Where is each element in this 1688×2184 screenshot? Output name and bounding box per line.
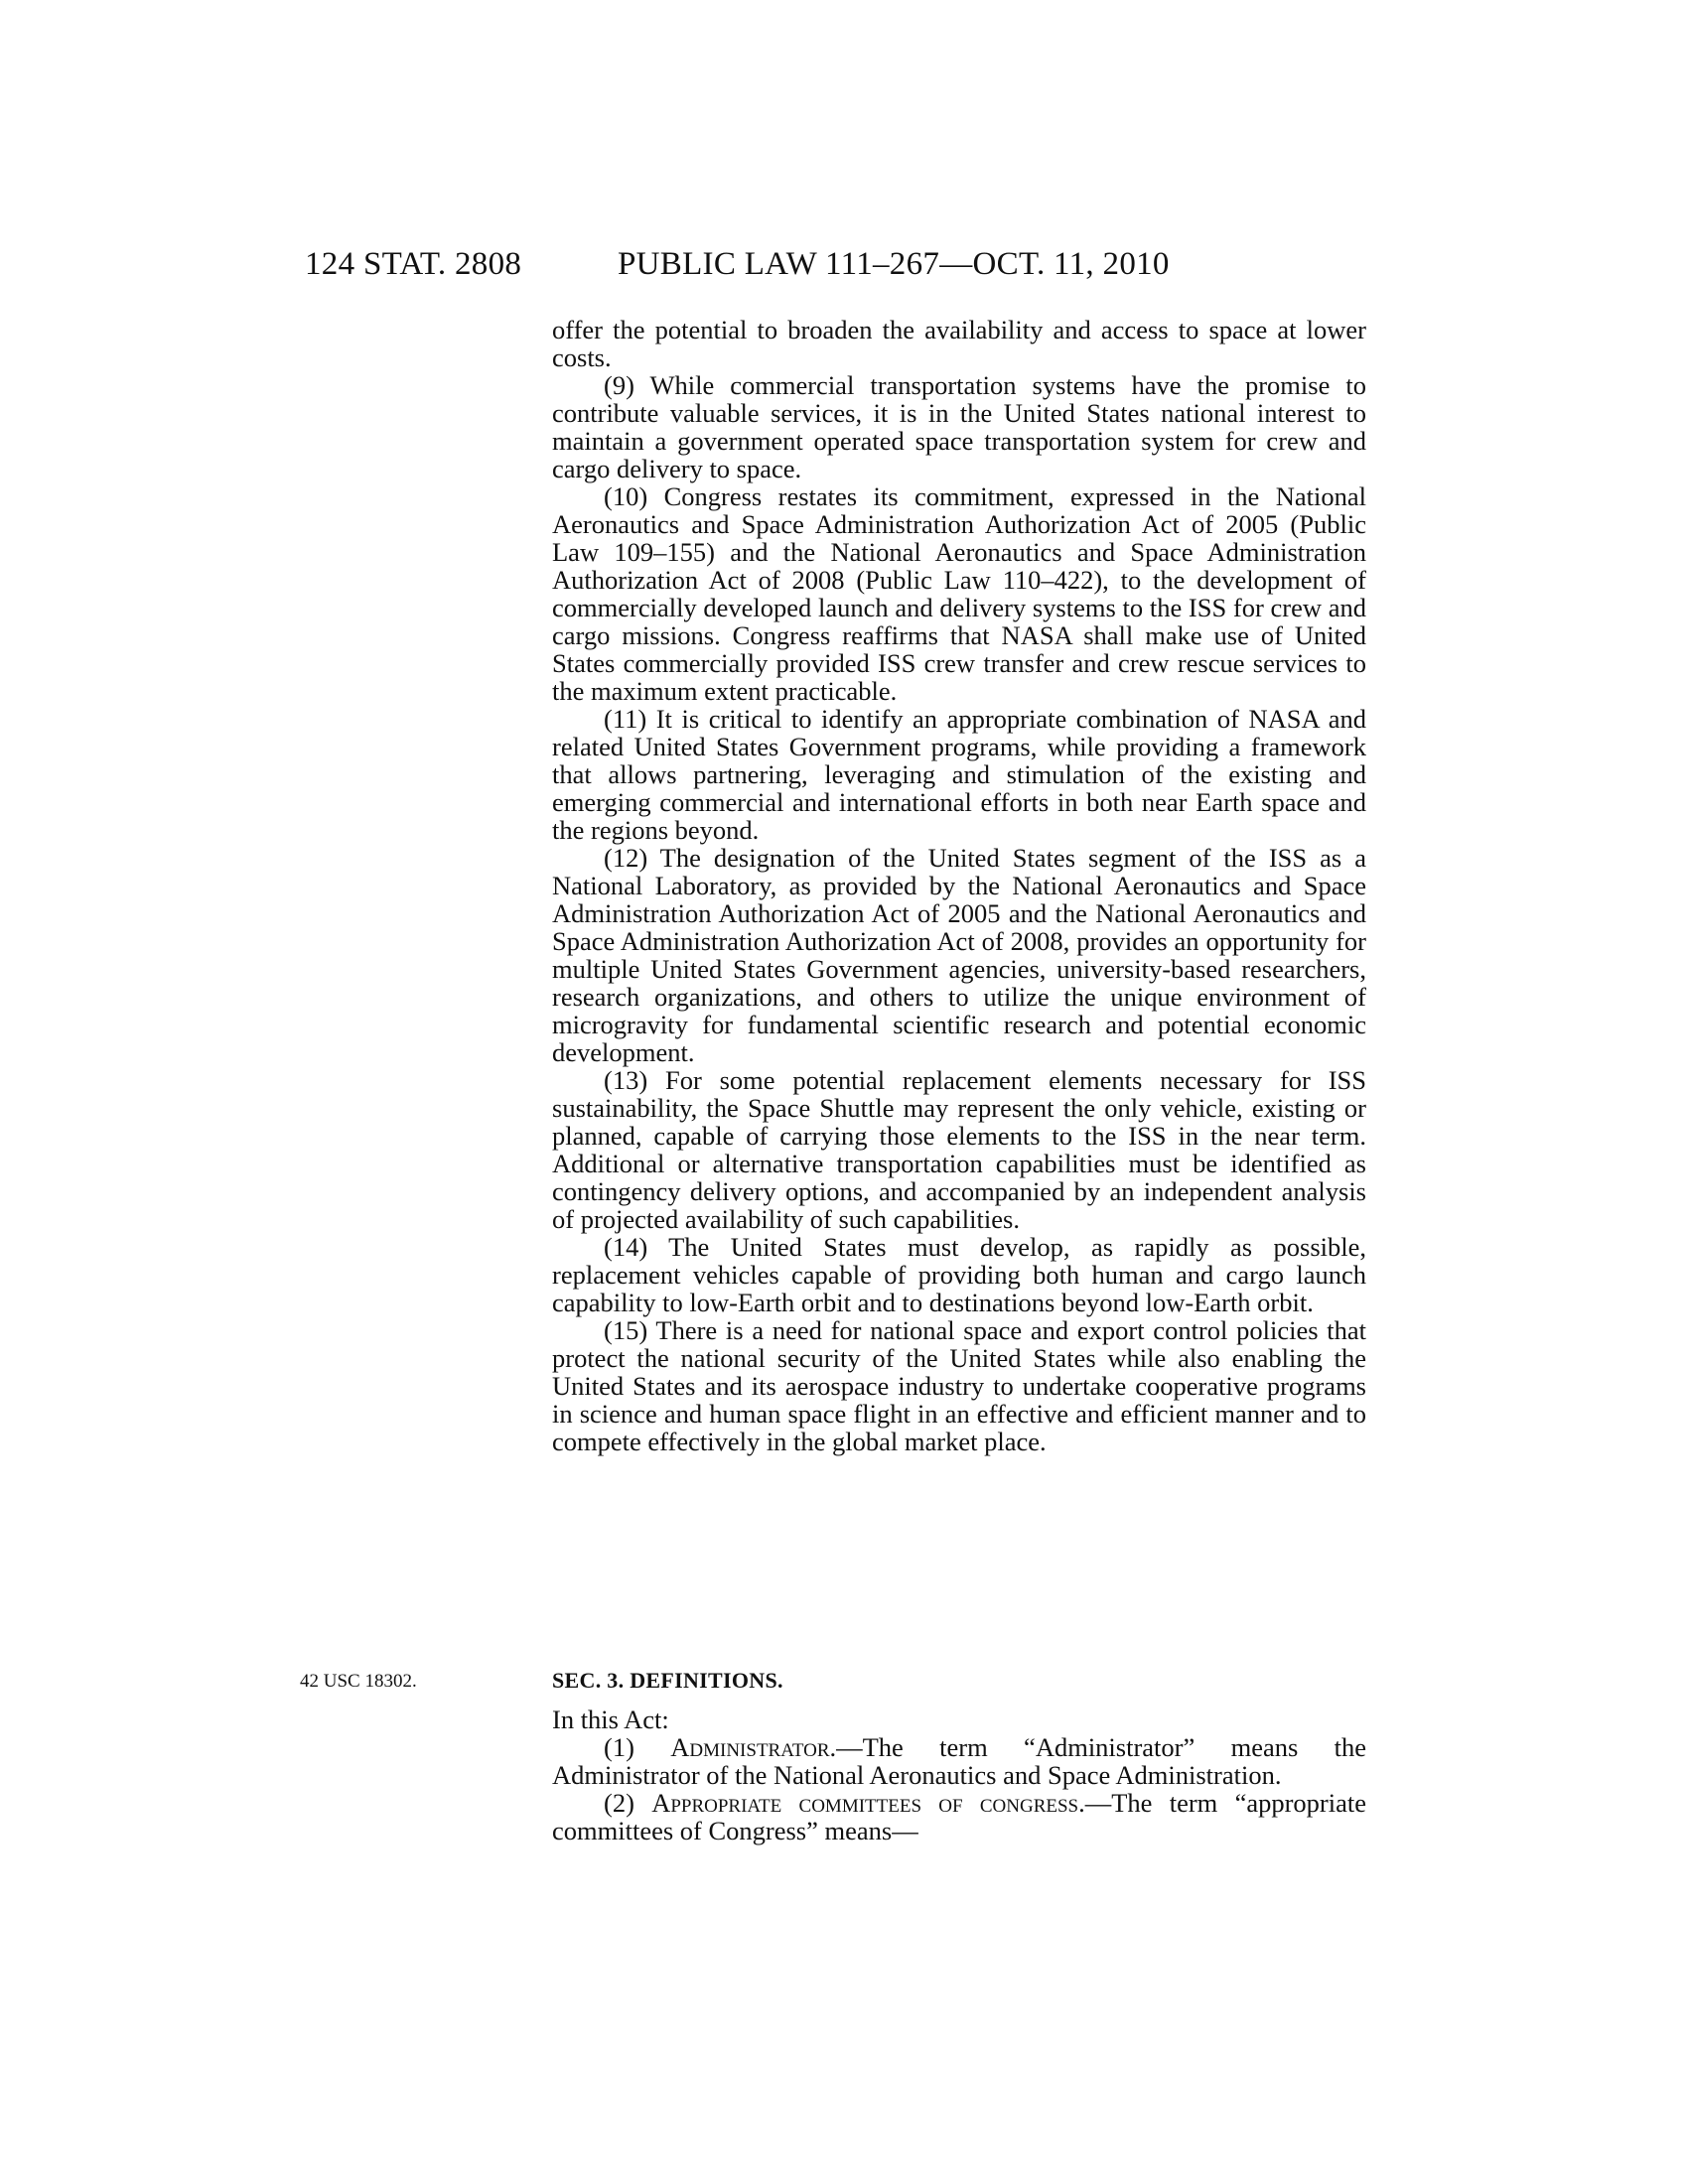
- definitions-intro: In this Act:: [552, 1705, 669, 1734]
- public-law-title: PUBLIC LAW 111–267—OCT. 11, 2010: [618, 246, 1170, 282]
- section-heading: SEC. 3. DEFINITIONS.: [552, 1668, 783, 1693]
- statute-citation: 124 STAT. 2808: [305, 246, 522, 282]
- definition-1: [552, 1733, 1366, 1789]
- paragraph-10: (10) Congress restates its commitment, expressed in the National Aeronautics and Space Administration Authorization Act of 2005 (Public Law 109–155) and the National Aeronautics and Space Administration Authorization Act of 2008 (Public Law 110–422), to the development of commercially developed launch and delivery systems to the ISS for crew and cargo missions. Congress reaffirms that NASA shall make use of United States commercially provided ISS crew transfer and crew rescue services to the maximum extent practicable.: [552, 481, 1366, 706]
- paragraph-14: (14) The United States must develop, as rapidly as possible, replacement vehicles capable of providing both human and cargo launch capability to low-Earth orbit and to destinations beyond low-Earth orbit.: [552, 1232, 1366, 1317]
- paragraph-continued: offer the potential to broaden the availability and access to space at lower costs.: [552, 315, 1366, 372]
- definition-term: Appropriate committees of congress: [651, 1788, 1079, 1818]
- paragraph-13: (13) For some potential replacement elements necessary for ISS sustainability, the Space Shuttle may represent the only vehicle, existing or planned, capable of carrying those elements to the ISS in the near term. Additional or alternative transportation capabilities must be identified as contingency delivery options, and accompanied by an independent analysis of projected availability of such capabilities.: [552, 1065, 1366, 1234]
- definition-text: .—The term “appropriate committees of Congress” means—: [552, 1788, 1366, 1845]
- definition-2: [552, 1789, 1366, 1844]
- definition-number: (2): [604, 1788, 634, 1818]
- findings-text: [552, 316, 1366, 1455]
- definition-text: .—The term “Administrator” means the Administrator of the National Aeronautics and Space Administration.: [552, 1732, 1366, 1790]
- page-header: [0, 246, 1688, 286]
- paragraph-9: (9) While commercial transportation systems have the promise to contribute valuable services, it is in the United States national interest to maintain a government operated space transportation system for crew and cargo delivery to space.: [552, 370, 1366, 483]
- paragraph-11: (11) It is critical to identify an appropriate combination of NASA and related United States Government programs, while providing a framework that allows partnering, leveraging and stimulation of the existing and emerging commercial and international efforts in both near Earth space and the regions beyond.: [552, 704, 1366, 845]
- paragraph-12: (12) The designation of the United States segment of the ISS as a National Laboratory, as provided by the National Aeronautics and Space Administration Authorization Act of 2005 and the National Aeronautics and Space Administration Authorization Act of 2008, provides an opportunity for multiple United States Government agencies, university-based researchers, research organizations, and others to utilize the unique environment of microgravity for fundamental scientific research and potential economic development.: [552, 843, 1366, 1067]
- definition-number: (1): [604, 1732, 634, 1762]
- definitions-text: [552, 1706, 1366, 1844]
- paragraph-15: (15) There is a need for national space and export control policies that protect the national security of the United States while also enabling the United States and its aerospace industry to undertake cooperative programs in science and human space flight in an effective and efficient manner and to compete effectively in the global market place.: [552, 1315, 1366, 1456]
- definition-term: Administrator: [670, 1732, 830, 1762]
- usc-margin-citation: 42 USC 18302.: [300, 1671, 417, 1692]
